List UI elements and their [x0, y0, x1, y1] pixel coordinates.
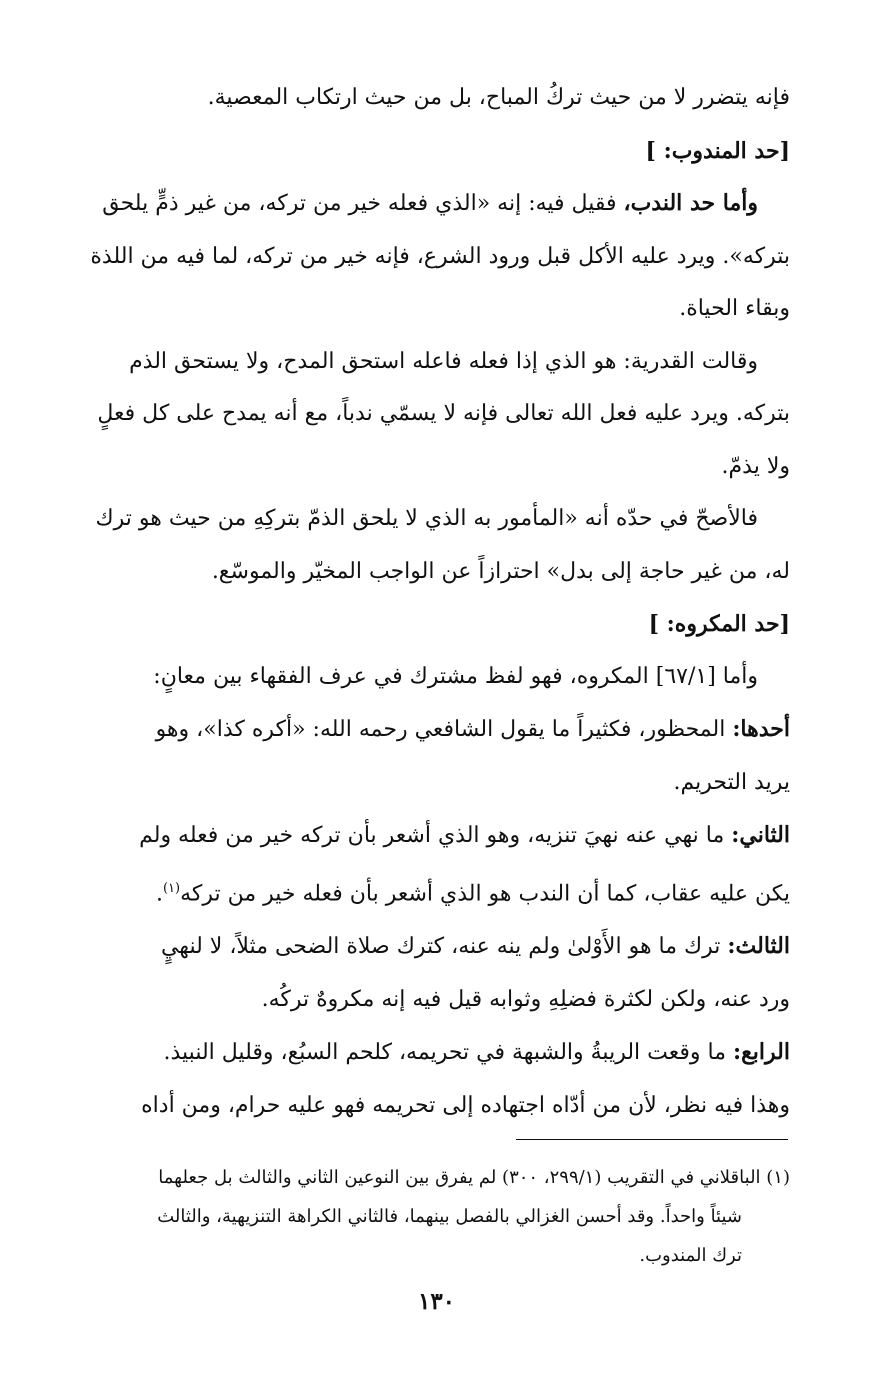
text-line — [46, 1026, 790, 1080]
lead-term: الرابع: — [732, 1039, 790, 1066]
text-line — [46, 703, 790, 757]
text-line — [46, 177, 790, 231]
text-line: فإنه يتضرر لا من حيث تركُ المباح، بل من حيث ارتكاب المعصية. — [207, 85, 790, 110]
text-line: يريد التحريم. — [673, 769, 790, 795]
footnote-divider — [516, 1139, 788, 1140]
text-line: وقالت القدرية: هو الذي إذا فعله فاعله استحق المدح، ولا يستحق الذم — [129, 348, 758, 374]
lead-term: الثاني: — [731, 822, 790, 848]
text-line: بتركه. ويرد عليه فعل الله تعالى فإنه لا يسمّي ندباً، مع أنه يمدح على كل فعلٍ — [97, 401, 790, 426]
text-line — [46, 863, 790, 921]
line-text: . — [155, 880, 163, 906]
lead-term: أحدها: — [732, 716, 790, 742]
main-text — [46, 72, 790, 1132]
text-line: فالأصحّ في حدّه أنه «المأمور به الذي لا يلحق الذمّ بتركِهِ من حيث هو ترك — [95, 506, 758, 531]
lead-term: الثالث: — [727, 933, 790, 960]
footnote-marker: (١) — [162, 880, 181, 896]
text-line: وبقاء الحياة. — [679, 296, 790, 321]
text-line — [46, 809, 790, 863]
line-text: ما وقعت الريبةُ والشبهة في تحريمه، كلحم السبُع، وقليل النبيذ. — [163, 1040, 733, 1066]
text-line: ورد عنه، ولكن لكثرة فضلِهِ وثوابه قيل فيه إنه مكروهٌ تركُه. — [261, 986, 790, 1012]
line-text: المحظور، فكثيراً ما يقول الشافعي رحمه الله: «أكره كذا»، وهو — [155, 717, 733, 742]
section-heading: [حد المكروه: ] — [648, 611, 790, 637]
text-line: بتركه». ويرد عليه الأكل قبل ورود الشرع، فإنه خير من تركه، لما فيه من اللذة — [90, 243, 790, 269]
line-text: ترك ما هو الأَوْلىٰ ولم ينه عنه، كترك صلاة الضحى مثلاً، لا لنهيٍ — [160, 934, 728, 960]
section-heading: [حد المندوب: ] — [645, 137, 790, 164]
text-line: وهذا فيه نظر، لأن من أدّاه اجتهاده إلى تحريمه فهو عليه حرام، ومن أداه — [141, 1092, 790, 1118]
footnote-line: ترك المندوب. — [639, 1245, 742, 1266]
footnote — [46, 1158, 790, 1275]
footnote-line: (١) الباقلاني في التقريب (٢٩٩/١، ٣٠٠) لم يفرق بين النوعين الثاني والثالث بل جعلهما — [158, 1167, 790, 1188]
footnote-line: شيئاً واحداً. وقد أحسن الغزالي بالفصل بينهما، فالثاني الكراهة التنزيهية، والثالث — [157, 1206, 742, 1227]
line-text: ما نهي عنه نهيَ تنزيه، وهو الذي أشعر بأن تركه خير من فعله ولم — [139, 823, 732, 848]
line-text: يكن عليه عقاب، كما أن الندب هو الذي أشعر بأن فعله خير من تركه — [180, 880, 790, 906]
text-line — [46, 920, 790, 974]
text-line: له، من غير حاجة إلى بدل» احترازاً عن الواجب المخيّر والموسّع. — [211, 558, 790, 584]
lead-term: وأما حد الندب، — [623, 190, 758, 216]
text-line: ولا يذمّ. — [721, 453, 790, 479]
line-text: فقيل فيه: إنه «الذي فعله خير من تركه، من غير ذمٍّ يلحق — [102, 191, 624, 216]
text-line: وأما [٦٧/١] المكروه، فهو لفظ مشترك في عرف الفقهاء بين معانٍ: — [153, 663, 758, 689]
page-number: ١٣٠ — [417, 1288, 456, 1315]
